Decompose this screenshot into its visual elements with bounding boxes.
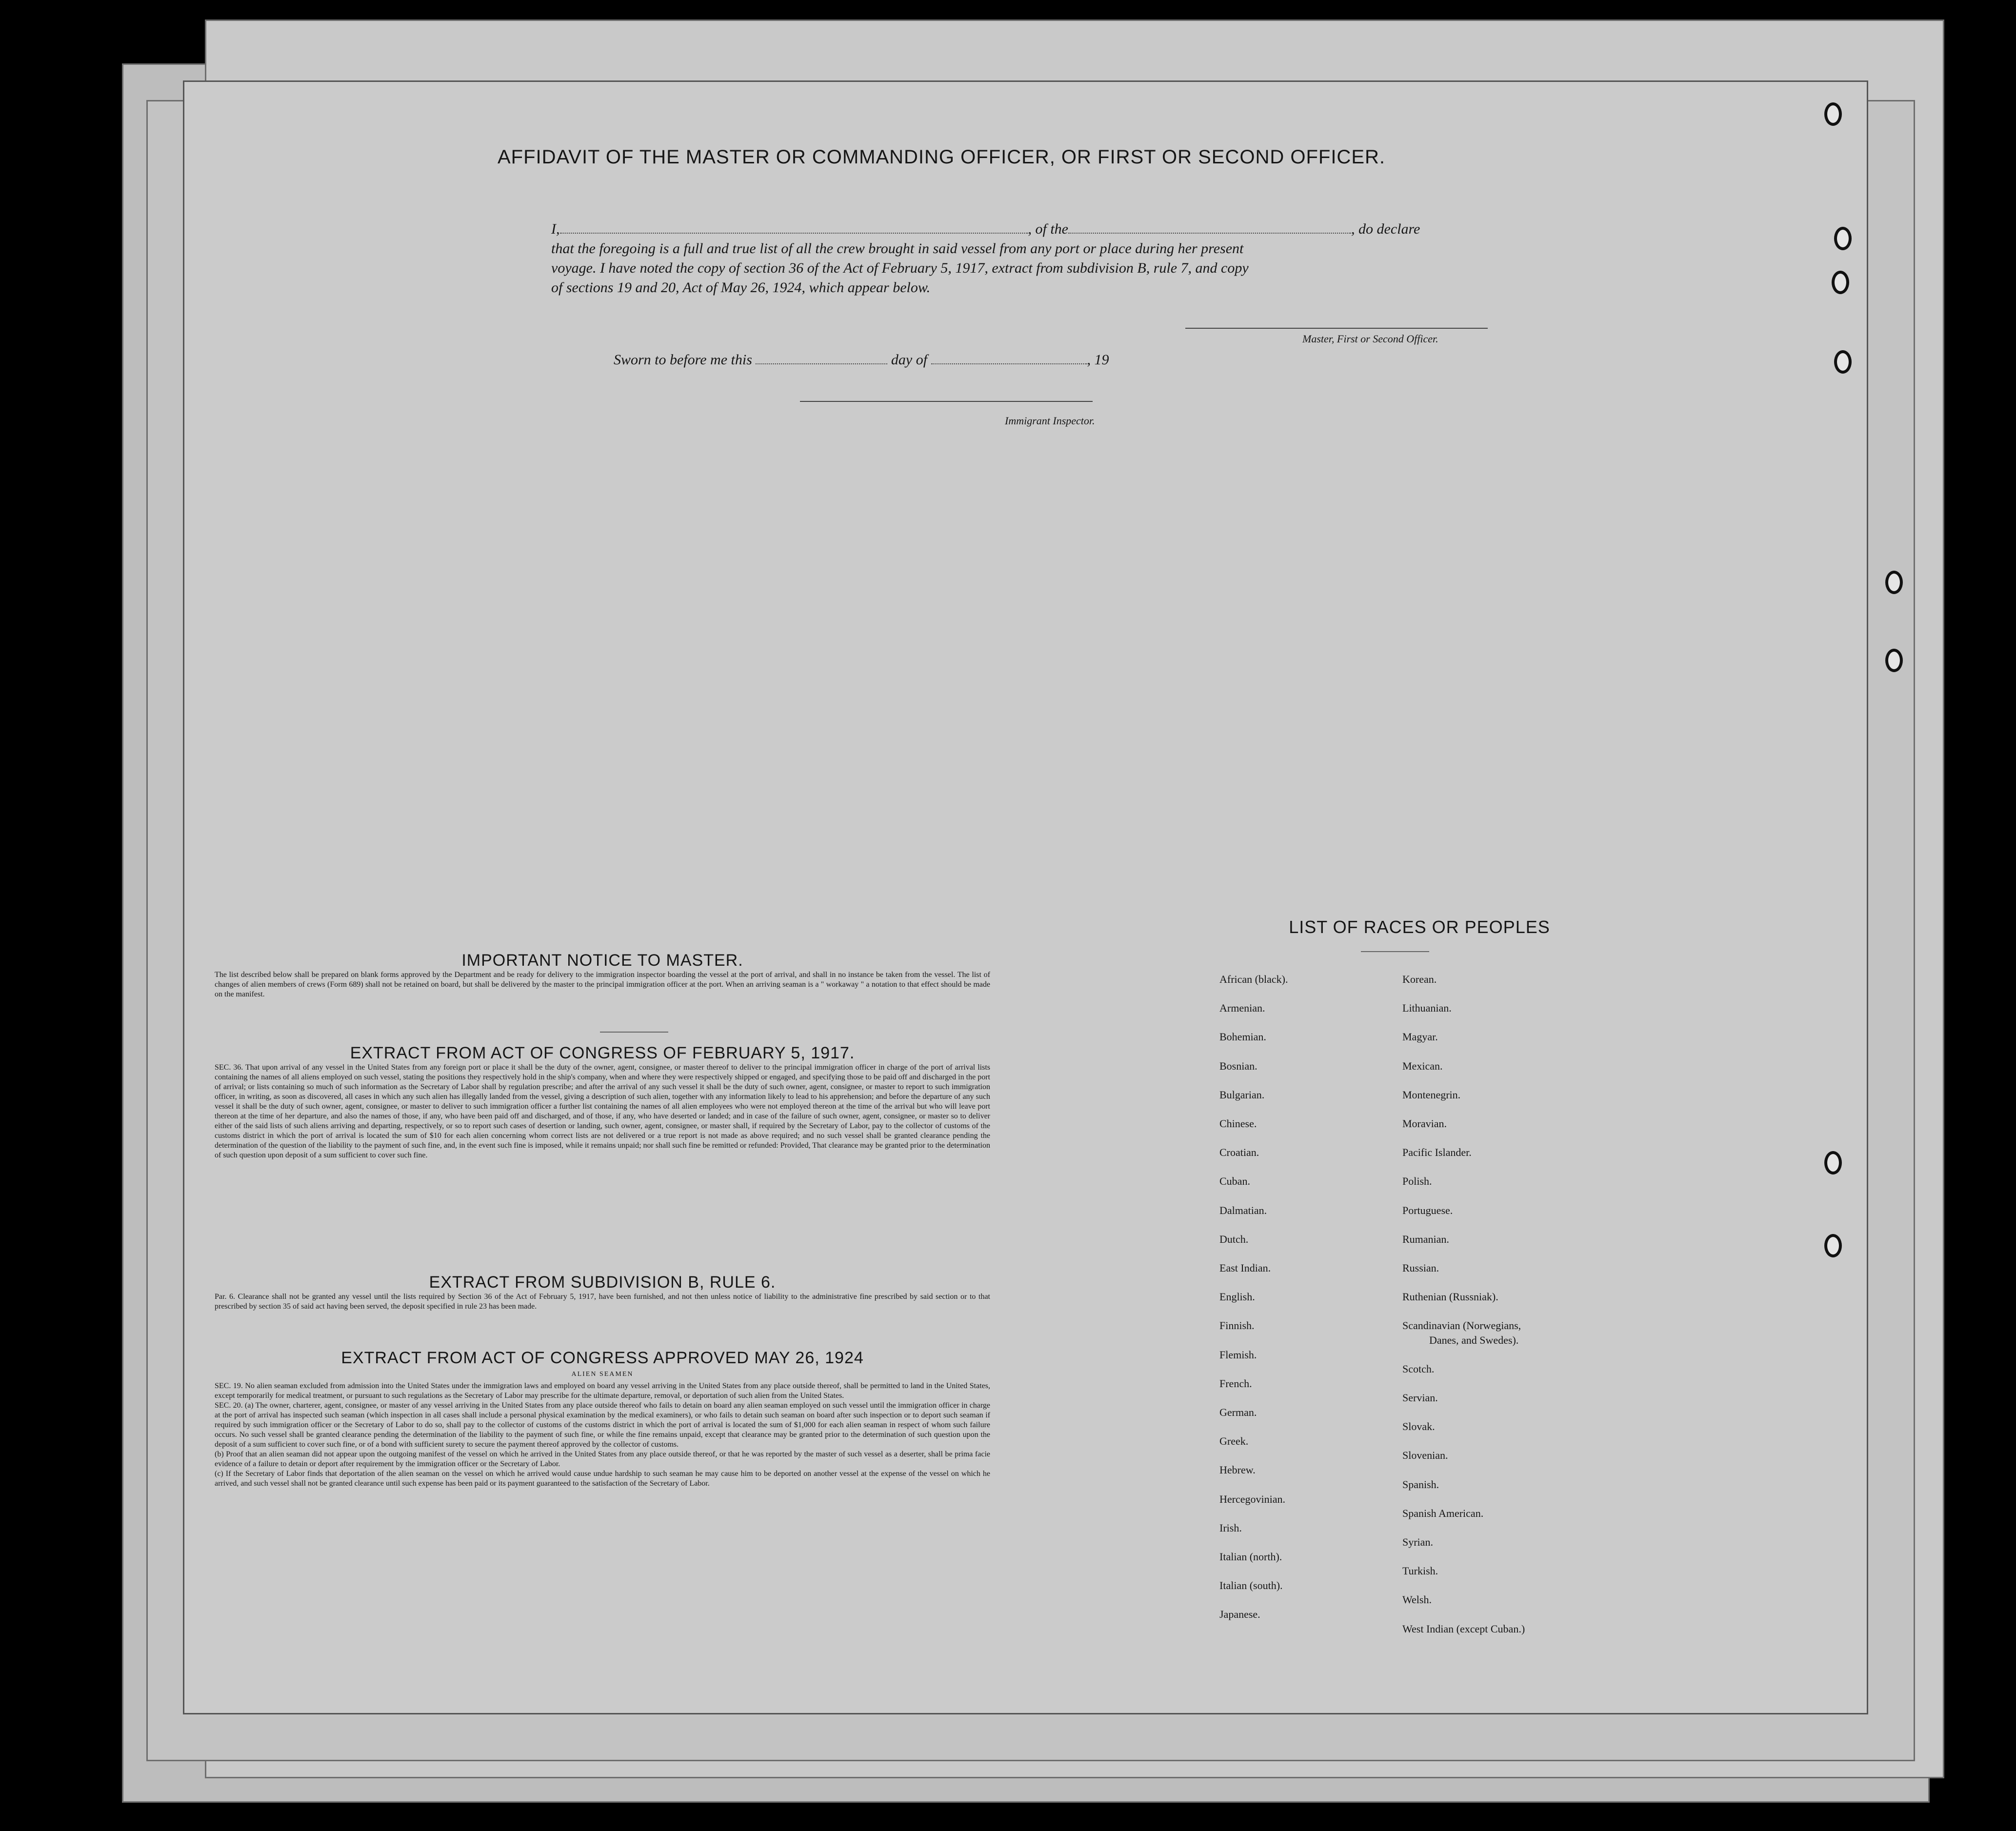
inspector-signature-line xyxy=(800,401,1093,402)
race-item: German. xyxy=(1219,1406,1257,1418)
master-signature-line xyxy=(1185,328,1488,329)
sworn-text: Sworn to before me this xyxy=(614,352,752,368)
affidavit-line-1 xyxy=(551,219,1527,239)
month-blank xyxy=(931,363,1087,364)
binder-hole-icon xyxy=(1885,571,1903,594)
extract-1924-subtitle: ALIEN SEAMEN xyxy=(571,1371,634,1378)
race-item: Slovenian. xyxy=(1402,1449,1448,1462)
name-blank xyxy=(560,233,1028,234)
affidavit-line-2: that the foregoing is a full and true list of all the crew brought in said vessel from any port or place during her present xyxy=(551,240,1244,257)
race-item: English. xyxy=(1219,1291,1255,1303)
notice-title: IMPORTANT NOTICE TO MASTER. xyxy=(461,951,743,970)
race-item: Welsh. xyxy=(1402,1593,1432,1606)
race-item: Spanish. xyxy=(1402,1478,1439,1491)
sec-19: SEC. 19. No alien seaman excluded from admission into the United States under the immigration laws and employed on board any vessel arriving in the United States from any place outside thereof, shall be permitted to land in the United States, except temporarily for medical treatment, or pursuant to such regulations as the Secretary of Labor may prescribe for the ultimate departure, removal, or deportation of such alien from the United States. xyxy=(215,1382,990,1400)
extract-1924-title: EXTRACT FROM ACT OF CONGRESS APPROVED MAY 26, 1924 xyxy=(341,1349,864,1367)
race-item: Danes, and Swedes). xyxy=(1429,1333,1519,1346)
race-item: Korean. xyxy=(1402,973,1437,985)
race-item: Finnish. xyxy=(1219,1319,1255,1332)
extract-1917-title: EXTRACT FROM ACT OF CONGRESS OF FEBRUARY 5, 1917. xyxy=(350,1044,855,1062)
race-item: Ruthenian (Russniak). xyxy=(1402,1291,1498,1303)
binder-hole-icon xyxy=(1885,649,1903,672)
race-item: Bulgarian. xyxy=(1219,1088,1265,1101)
race-item: East Indian. xyxy=(1219,1262,1271,1274)
race-item: Spanish American. xyxy=(1402,1507,1484,1519)
extract-rule6 xyxy=(215,1273,990,1312)
race-item: Italian (north). xyxy=(1219,1551,1282,1563)
binder-hole-icon xyxy=(1834,350,1852,374)
race-item: Cuban. xyxy=(1219,1175,1250,1188)
extract-rule6-body: Par. 6. Clearance shall not be granted any vessel until the lists required by Section 36 of the Act of February 5, 1917, have been furnished, and not then unless notice of liability to the administrative fine prescribed by said section or to that prescribed by section 35 of said act having been served, the deposit specified in rule 23 has been made. xyxy=(215,1293,990,1311)
sworn-year: , 19 xyxy=(1087,352,1109,368)
race-item: Dalmatian. xyxy=(1219,1204,1267,1216)
race-item: Magyar. xyxy=(1402,1031,1438,1043)
race-item: Irish. xyxy=(1219,1521,1242,1534)
race-item: Scotch. xyxy=(1402,1362,1435,1375)
race-item: Pacific Islander. xyxy=(1402,1146,1472,1159)
race-item: Syrian. xyxy=(1402,1536,1433,1548)
sec-20c: (c) If the Secretary of Labor finds that deportation of the alien seaman on the vessel on which he arrived would cause undue hardship to such seaman he may cause him to be deported on another vessel at the expense of the vessel on which he arrived, and such vessel shall not be granted clearance until such expense has been paid or its payment guaranteed to the satisfaction of the Secretary of Labor. xyxy=(215,1470,990,1488)
race-item: Dutch. xyxy=(1219,1233,1249,1245)
affidavit-line-4: of sections 19 and 20, Act of May 26, 1924, which appear below. xyxy=(551,279,931,296)
race-item: Bohemian. xyxy=(1219,1031,1266,1043)
race-item: Bosnian. xyxy=(1219,1059,1258,1072)
extract-1924 xyxy=(215,1349,990,1489)
binder-hole-icon xyxy=(1832,271,1849,294)
affidavit-of-the: , of the xyxy=(1028,221,1068,237)
race-item: Portuguese. xyxy=(1402,1204,1453,1216)
affidavit-title: AFFIDAVIT OF THE MASTER OR COMMANDING OFFICER, OR FIRST OR SECOND OFFICER. xyxy=(498,146,1385,168)
race-item: Greek. xyxy=(1219,1435,1249,1448)
binder-hole-icon xyxy=(1824,1234,1842,1257)
binder-hole-icon xyxy=(1824,1151,1842,1174)
master-caption: Master, First or Second Officer. xyxy=(1302,333,1438,345)
sec-20b: (b) Proof that an alien seaman did not appear upon the outgoing manifest of the vessel on which he arrived in the United States from any place outside thereof, or that he was reported by the master of such vessel as a deserter, shall be prima facie evidence of a failure to detain or deport after requirement by the immigration officer or the Secretary of Labor. xyxy=(215,1450,990,1468)
race-item: Croatian. xyxy=(1219,1146,1259,1159)
affidavit-line-3: voyage. I have noted the copy of section 36 of the Act of February 5, 1917, extract from subdivision B, rule 7, and copy xyxy=(551,260,1249,276)
race-item: Servian. xyxy=(1402,1392,1438,1404)
race-item: African (black). xyxy=(1219,973,1288,985)
divider xyxy=(1361,951,1429,952)
vessel-blank xyxy=(1068,233,1351,234)
divider xyxy=(600,1032,668,1033)
race-item: Flemish. xyxy=(1219,1348,1257,1361)
race-item: Hebrew. xyxy=(1219,1464,1256,1476)
race-item: Italian (south). xyxy=(1219,1579,1283,1592)
important-notice xyxy=(215,951,990,999)
extract-1917 xyxy=(215,1044,990,1160)
race-item: Chinese. xyxy=(1219,1117,1257,1130)
race-item: Moravian. xyxy=(1402,1117,1447,1130)
races-title: LIST OF RACES OR PEOPLES xyxy=(1289,917,1550,937)
race-item: Japanese. xyxy=(1219,1608,1260,1621)
race-item: French. xyxy=(1219,1377,1252,1390)
binder-hole-icon xyxy=(1824,102,1842,126)
race-item: Montenegrin. xyxy=(1402,1088,1461,1101)
race-item: Scandinavian (Norwegians, xyxy=(1402,1319,1521,1332)
race-item: Turkish. xyxy=(1402,1565,1438,1577)
race-item: Rumanian. xyxy=(1402,1233,1449,1245)
race-item: Armenian. xyxy=(1219,1002,1265,1015)
sworn-day-of: day of xyxy=(891,352,928,368)
affidavit-do-declare: , do declare xyxy=(1351,221,1420,237)
race-item: Slovak. xyxy=(1402,1420,1435,1433)
sworn-line xyxy=(614,349,1589,370)
race-item: Polish. xyxy=(1402,1175,1432,1188)
race-item: West Indian (except Cuban.) xyxy=(1402,1622,1525,1635)
extract-rule6-title: EXTRACT FROM SUBDIVISION B, RULE 6. xyxy=(429,1273,776,1292)
race-item: Hercegovinian. xyxy=(1219,1493,1285,1505)
notice-body: The list described below shall be prepared on blank forms approved by the Department and be ready for delivery to the immigration inspector boarding the vessel at the port of arrival, and shall in no instance be taken from the vessel. The list of changes of alien members of crews (Form 689) shall not be retained on board, but shall be delivered by the master to the principal immigration officer at the port. When an arriving seaman is a " workaway " a notation to that effect should be made on the manifest. xyxy=(215,971,990,998)
affidavit-i: I, xyxy=(551,221,560,237)
extract-1917-body: SEC. 36. That upon arrival of any vessel in the United States from any foreign port or place it shall be the duty of the owner, agent, consignee, or master thereof to deliver to the principal immigration officer in charge of the port of arrival lists containing the names of all aliens employed on such vessel, stating the positions they respectively hold in the ship's company, when and where they were respectively shipped or engaged, and specifying those to be paid off and discharged in the port of arrival; or lists containing so much of such information as the Secretary of Labor shall by regulation prescribe; and after the arrival of any such vessel it shall be the duty of such owner, agent, consignee, or master to report to such immigration officer, in writing, as soon as discovered, all cases in which any such alien has illegally landed from the vessel, giving a description of such alien, together with any information likely to lead to his apprehension; and before the departure of any such vessel it shall be the duty of such owner, agent, consignee, or master to deliver to such immigration officer a further list containing the names of all alien employees who were not employed thereon at the time of the arrival but who will leave port thereon at the time of her departure, and also the names of those, if any, who have been paid off and discharged, and of those, if any, who have deserted or landed; and in case of the failure of such owner, agent, consignee, or master so to deliver either of the said lists of such aliens arriving and departing, respectively, or so to report such cases of desertion or landing, such owner, agent, consignee, or master shall, if required by the Secretary of Labor, pay to the collector of customs of the customs district in which the port of arrival is located the sum of $10 for each alien concerning whom correct lists are not delivered or a true report is not made as above required; and no such vessel shall be granted clearance pending the determination of the question of the liability to the payment of such fine, and, in the event such fine is imposed, while it remains unpaid; nor shall such fine be remitted or refunded: Provided, That clearance may be granted prior to the determination of such question upon deposit of a sum sufficient to cover such fine. xyxy=(215,1063,990,1159)
binder-hole-icon xyxy=(1834,227,1852,250)
sec-20a: SEC. 20. (a) The owner, charterer, agent, consignee, or master of any vessel arriving in the United States from any place outside thereof who fails to detain on board any alien seaman employed on such vessel until the immigration officer in charge at the port of arrival has inspected such seaman (which inspection in all cases shall include a personal physical examination by the medical examiners), or who fails to detain such seaman on board after such inspection or to deport such seaman if required by such immigration officer or the Secretary of Labor to do so, shall pay to the collector of customs of the customs district in which the port of arrival is located the sum of $1,000 for each alien seaman in respect of whom such failure occurs. No such vessel shall be granted clearance pending the determination of the liability to the payment of such fine, or while the fine remains unpaid, except that clearance may be granted prior to the determination of such question upon the deposit of a sum sufficient to cover such fine, or of a bond with sufficient surety to secure the payment thereof approved by the collector of customs. xyxy=(215,1401,990,1449)
inspector-caption: Immigrant Inspector. xyxy=(1005,415,1095,427)
race-item: Lithuanian. xyxy=(1402,1002,1452,1015)
race-item: Mexican. xyxy=(1402,1059,1443,1072)
day-blank xyxy=(756,363,887,364)
race-item: Russian. xyxy=(1402,1262,1439,1274)
